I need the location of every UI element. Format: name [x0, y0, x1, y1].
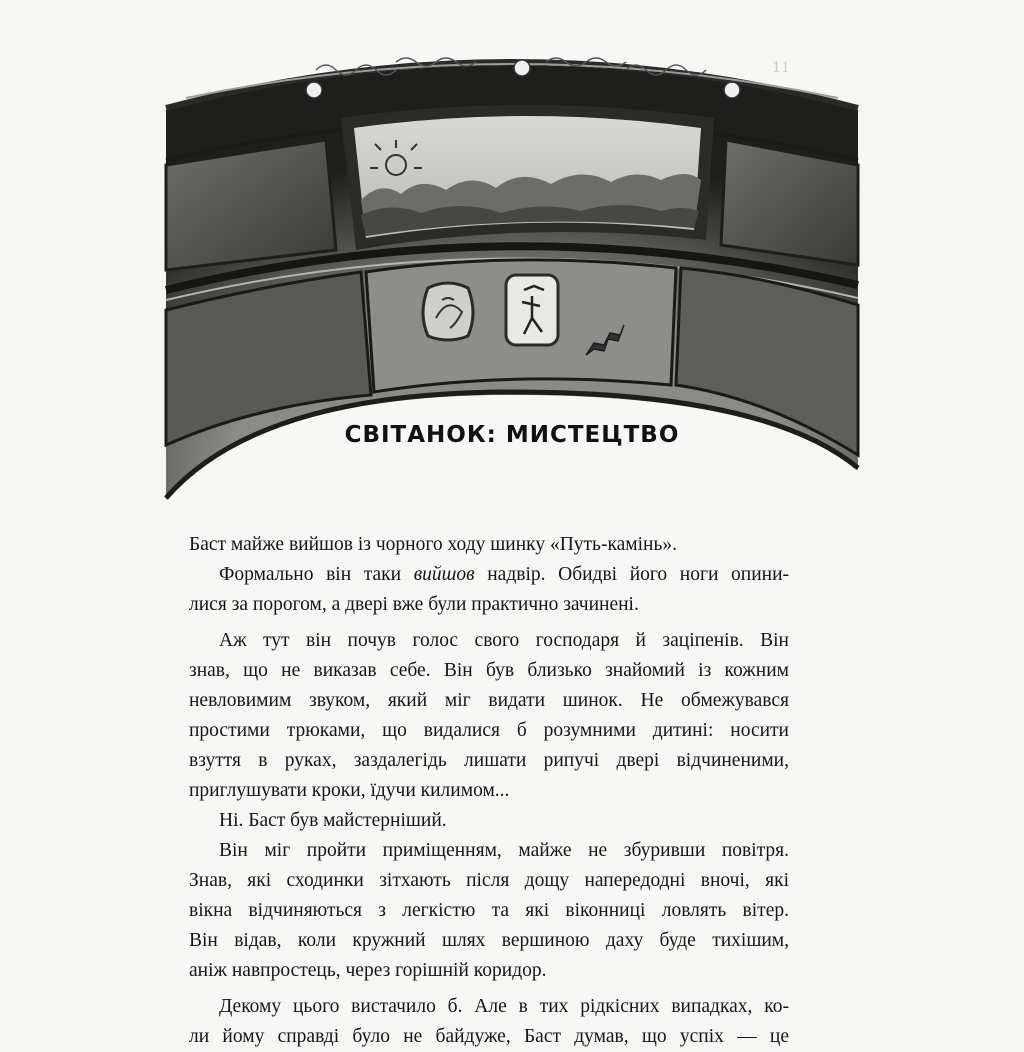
- text-line: Формально він таки вийшов надвір. Обидві його ноги опини-: [219, 564, 789, 585]
- text-line: Він міг пройти приміщенням, майже не збуривши повітря.: [219, 840, 789, 861]
- text-line: Декому цього вистачило б. Але в тих рідкісних випадках, ко-: [219, 996, 789, 1017]
- chapter-title: СВІТАНОК: МИСТЕЦТВО: [344, 422, 680, 448]
- text-line: невловимим звуком, який міг видати шинок. Не обмежувався: [189, 690, 789, 711]
- text-line: Аж тут він почув голос свого господаря й заціпенів. Він: [219, 630, 789, 651]
- text-line: взуття в руках, заздалегідь лишати рипучі двері відчиненими,: [189, 750, 789, 771]
- rune-tile-bird-icon: [423, 283, 473, 340]
- text-line: Ні. Баст був майстерніший.: [219, 810, 447, 831]
- emphasis: вийшов: [413, 564, 475, 585]
- text-line: Він відав, коли кружний шлях вершиною даху буде тихішим,: [189, 930, 789, 951]
- text-line: Знав, які сходинки зітхають після дощу напередодні вночі, які: [189, 870, 789, 891]
- landscape-window: [341, 105, 714, 250]
- text-line: аніж навпростець, через горішній коридор.: [189, 960, 547, 981]
- text-line: простими трюками, що видалися б розумними дитині: носити: [189, 720, 789, 741]
- text-line: вікна відчиняються з легкістю та які віконниці ловлять вітер.: [189, 900, 789, 921]
- book-page: [166, 0, 858, 1047]
- text-line: ли йому справді було не байдуже, Баст думав, що успіх — це: [189, 1026, 789, 1047]
- rune-tile-figure-icon: [506, 275, 558, 345]
- text-line: Баст майже вийшов із чорного ходу шинку «Путь-камінь».: [189, 534, 677, 555]
- text-line: знав, що не виказав себе. Він був близько знайомий із кожним: [189, 660, 789, 681]
- page-number: 11: [772, 60, 790, 76]
- body-text: [166, 530, 789, 1052]
- text-line: лися за порогом, а двері вже були практично зачинені.: [189, 594, 639, 615]
- text-line: приглушувати кроки, їдучи килимом...: [189, 780, 510, 801]
